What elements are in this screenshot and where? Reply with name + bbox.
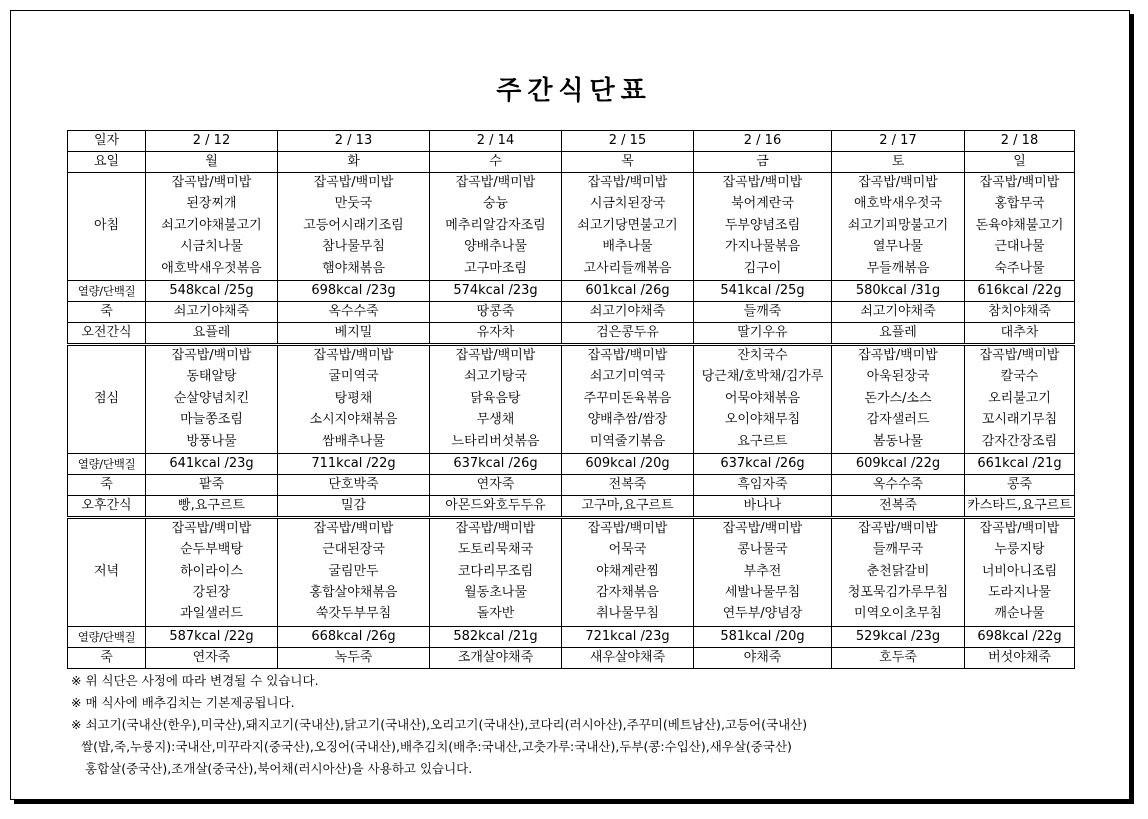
pm-snack-cell: 밀감 [278, 495, 430, 517]
dish: 메추리알감자조림 [445, 217, 546, 233]
dish: 잡곡밥/백미밥 [455, 520, 536, 536]
dish: 두부양념조림 [724, 217, 801, 233]
dish: 잡곡밥/백미밥 [313, 347, 394, 363]
dish: 열무나물 [872, 239, 924, 255]
row-label: 요일 [68, 152, 146, 173]
row-label: 죽 [68, 474, 146, 495]
pm-snack-row [68, 495, 1075, 517]
lunch-porridge-cell: 흑임자죽 [694, 474, 832, 495]
dinner-nutrition-row [68, 626, 1075, 647]
date-cell: 2 / 13 [278, 131, 430, 152]
lunch-nutrition-cell: 609kcal /20g [562, 453, 694, 474]
dish: 순살양념치킨 [173, 390, 250, 406]
dinner-porridge-cell: 연자죽 [146, 647, 278, 668]
dish: 잡곡밥/백미밥 [979, 347, 1060, 363]
dish: 주꾸미돈육볶음 [583, 390, 672, 406]
dish: 깨순나물 [994, 606, 1045, 622]
weekday-cell: 목 [562, 152, 694, 173]
breakfast-nutrition-cell: 616kcal /22g [965, 280, 1075, 301]
dish: 잡곡밥/백미밥 [858, 175, 938, 190]
date-cell: 2 / 15 [562, 131, 694, 152]
dish: 고구마조림 [464, 260, 527, 276]
breakfast-porridge-row [68, 301, 1075, 322]
breakfast-porridge-cell: 땅콩죽 [430, 301, 562, 322]
row-label: 죽 [68, 301, 146, 322]
meal-cell [562, 173, 694, 281]
meal-cell [694, 344, 832, 453]
dish: 참나물무침 [322, 239, 385, 255]
dinner-nutrition-cell: 587kcal /22g [146, 626, 278, 647]
breakfast-nutrition-cell: 541kcal /25g [694, 280, 832, 301]
lunch-nutrition-cell: 711kcal /22g [278, 453, 430, 474]
dish: 숙주나물 [994, 260, 1045, 276]
weekday-cell: 일 [965, 152, 1075, 173]
breakfast-porridge-cell: 쇠고기야채죽 [562, 301, 694, 322]
dish: 홍합무국 [994, 196, 1045, 212]
note-line: 홍합살(중국산),조개살(중국산),북어채(러시아산)을 사용하고 있습니다. [85, 761, 473, 776]
dish: 월동초나물 [464, 585, 527, 601]
meal-cell [694, 517, 832, 626]
meal-cell [146, 344, 278, 453]
row-label: 일자 [68, 131, 146, 152]
am-snack-row [68, 322, 1075, 344]
dish: 닭육음탕 [470, 390, 521, 406]
dish: 양배추나물 [464, 239, 527, 255]
dish: 청포묵김가루무침 [847, 585, 949, 601]
dish: 돌자반 [476, 606, 515, 622]
dish: 감자샐러드 [866, 412, 930, 428]
breakfast-nutrition-cell: 580kcal /31g [832, 280, 965, 301]
meal-cell [562, 344, 694, 453]
am-snack-cell: 베지밀 [278, 322, 430, 344]
breakfast-row [68, 173, 1075, 281]
meal-cell [278, 173, 430, 281]
pm-snack-cell: 바나나 [694, 495, 832, 517]
date-row [68, 131, 1075, 152]
dish: 시금치된장국 [589, 196, 666, 212]
date-cell: 2 / 12 [146, 131, 278, 152]
note-line: ※ 위 식단은 사정에 따라 변경될 수 있습니다. [71, 673, 319, 688]
dish: 양배추쌈/쌈장 [587, 412, 668, 428]
am-snack-cell: 딸기우유 [694, 322, 832, 344]
lunch-porridge-row [68, 474, 1075, 495]
date-cell: 2 / 16 [694, 131, 832, 152]
dish: 오리불고기 [988, 390, 1051, 406]
lunch-nutrition-row [68, 453, 1075, 474]
dish: 잡곡밥/백미밥 [313, 520, 394, 536]
dish: 가지나물볶음 [724, 239, 801, 255]
lunch-nutrition-cell: 609kcal /22g [832, 453, 965, 474]
dish: 애호박새우젓볶음 [161, 260, 262, 276]
dish: 잡곡밥/백미밥 [979, 520, 1060, 536]
dish: 잔치국수 [737, 347, 788, 363]
dish: 미역줄기볶음 [589, 433, 666, 449]
meal-label: 아침 [68, 173, 146, 281]
note-line: ※ 매 식사에 배추김치는 기본제공됩니다. [71, 695, 295, 710]
dish: 방풍나물 [186, 433, 237, 449]
dish: 돈가스/소스 [864, 390, 932, 406]
date-cell: 2 / 14 [430, 131, 562, 152]
lunch-porridge-cell: 콩죽 [965, 474, 1075, 495]
breakfast-porridge-cell: 들깨죽 [694, 301, 832, 322]
dinner-row [68, 517, 1075, 626]
dish: 잡곡밥/백미밥 [171, 347, 252, 363]
dinner-porridge-cell: 야채죽 [694, 647, 832, 668]
row-label: 열량/단백질 [68, 626, 146, 647]
dish: 잡곡밥/백미밥 [979, 175, 1060, 190]
dinner-porridge-cell: 조개살야채죽 [430, 647, 562, 668]
lunch-porridge-cell: 연자죽 [430, 474, 562, 495]
row-label: 열량/단백질 [68, 453, 146, 474]
dinner-nutrition-cell: 721kcal /23g [562, 626, 694, 647]
weekday-cell: 수 [430, 152, 562, 173]
dinner-porridge-row [68, 647, 1075, 668]
dish: 당근채/호박채/김가루 [701, 369, 824, 385]
meal-label: 저녁 [68, 517, 146, 626]
dish: 도토리묵채국 [457, 542, 534, 558]
weekday-row [68, 152, 1075, 173]
dish: 춘천닭갈비 [866, 563, 930, 579]
dish: 잡곡밥/백미밥 [587, 347, 668, 363]
date-cell: 2 / 17 [832, 131, 965, 152]
meal-cell [430, 173, 562, 281]
dish: 잡곡밥/백미밥 [858, 520, 938, 536]
dish: 아욱된장국 [866, 369, 930, 385]
pm-snack-cell: 카스타드,요구르트 [965, 495, 1075, 517]
dish: 어묵야채볶음 [724, 390, 801, 406]
lunch-porridge-cell: 팥죽 [146, 474, 278, 495]
am-snack-cell: 검은콩두유 [562, 322, 694, 344]
pm-snack-cell: 빵,요구르트 [146, 495, 278, 517]
dish: 동태알탕 [186, 369, 237, 385]
dish: 느타리버섯볶음 [451, 433, 540, 449]
breakfast-nutrition-cell: 574kcal /23g [430, 280, 562, 301]
dish: 순두부백탕 [180, 542, 243, 558]
dish: 만둣국 [334, 196, 373, 212]
dish: 오이야채무침 [724, 412, 801, 428]
dish: 숭늉 [482, 196, 509, 212]
dish: 잡곡밥/백미밥 [313, 175, 394, 190]
breakfast-nutrition-row [68, 280, 1075, 301]
dinner-nutrition-cell: 581kcal /20g [694, 626, 832, 647]
dinner-porridge-cell: 새우살야채죽 [562, 647, 694, 668]
dish: 배추나물 [602, 239, 653, 255]
dish: 탕평채 [334, 390, 373, 406]
dish: 쌈배추나물 [322, 433, 385, 449]
dinner-porridge-cell: 호두죽 [832, 647, 965, 668]
dish: 연두부/양념장 [722, 606, 803, 622]
dish: 강된장 [192, 585, 231, 601]
dish: 잡곡밥/백미밥 [455, 175, 536, 190]
dish: 홍합살야채볶음 [309, 585, 398, 601]
dish: 근대나물 [994, 239, 1045, 255]
meal-cell [965, 344, 1075, 453]
dish: 무들깨볶음 [866, 260, 930, 276]
dish: 야채계란찜 [596, 563, 659, 579]
dish: 북어계란국 [731, 196, 794, 212]
dish: 마늘쫑조림 [180, 412, 243, 428]
dish: 도라지나물 [988, 585, 1051, 601]
breakfast-porridge-cell: 옥수수죽 [278, 301, 430, 322]
meal-cell [146, 517, 278, 626]
dish: 근대된장국 [322, 542, 385, 558]
meal-cell [965, 173, 1075, 281]
breakfast-nutrition-cell: 698kcal /23g [278, 280, 430, 301]
row-label: 열량/단백질 [68, 280, 146, 301]
dish: 과일샐러드 [180, 606, 243, 622]
meal-cell [278, 344, 430, 453]
dish: 코다리무조림 [457, 563, 534, 579]
dish: 잡곡밥/백미밥 [587, 520, 668, 536]
dinner-nutrition-cell: 582kcal /21g [430, 626, 562, 647]
row-label: 오전간식 [68, 322, 146, 344]
dish: 김구이 [743, 260, 782, 276]
row-label: 오후간식 [68, 495, 146, 517]
am-snack-cell: 대추차 [965, 322, 1075, 344]
dish: 고사리들깨볶음 [583, 260, 672, 276]
pm-snack-cell: 아몬드와호두두유 [430, 495, 562, 517]
dinner-porridge-cell: 버섯야채죽 [965, 647, 1075, 668]
dish: 누룽지탕 [994, 542, 1045, 558]
lunch-nutrition-cell: 637kcal /26g [694, 453, 832, 474]
dish: 어묵국 [608, 542, 647, 558]
dish: 취나물무침 [596, 606, 659, 622]
dish: 잡곡밥/백미밥 [171, 520, 252, 536]
notes [71, 670, 807, 780]
meal-cell [562, 517, 694, 626]
meal-cell [832, 344, 965, 453]
dish: 콩나물국 [737, 542, 788, 558]
dish: 잡곡밥/백미밥 [858, 347, 938, 363]
meal-cell [278, 517, 430, 626]
dish: 너비아니조림 [981, 563, 1058, 579]
dish: 잡곡밥/백미밥 [587, 175, 668, 190]
lunch-row [68, 344, 1075, 453]
meal-cell [965, 517, 1075, 626]
pm-snack-cell: 고구마,요구르트 [562, 495, 694, 517]
row-label: 죽 [68, 647, 146, 668]
dish: 감자채볶음 [596, 585, 659, 601]
meal-cell [430, 344, 562, 453]
dish: 굴림만두 [328, 563, 379, 579]
dish: 된장찌개 [186, 196, 237, 212]
breakfast-nutrition-cell: 548kcal /25g [146, 280, 278, 301]
dinner-nutrition-cell: 698kcal /22g [965, 626, 1075, 647]
breakfast-porridge-cell: 쇠고기야채죽 [832, 301, 965, 322]
dish: 굴미역국 [328, 369, 379, 385]
dish: 칼국수 [1000, 369, 1039, 385]
dish: 들깨무국 [872, 542, 924, 558]
meal-label: 점심 [68, 344, 146, 453]
dish: 잡곡밥/백미밥 [171, 175, 252, 190]
dish: 애호박새우젓국 [854, 196, 942, 212]
weekday-cell: 화 [278, 152, 430, 173]
lunch-porridge-cell: 전복죽 [562, 474, 694, 495]
dish: 쇠고기탕국 [464, 369, 527, 385]
lunch-porridge-cell: 단호박죽 [278, 474, 430, 495]
dish: 고등어시래기조림 [303, 217, 404, 233]
dish: 잡곡밥/백미밥 [722, 175, 803, 190]
dish: 잡곡밥/백미밥 [455, 347, 536, 363]
lunch-porridge-cell: 옥수수죽 [832, 474, 965, 495]
dinner-porridge-cell: 녹두죽 [278, 647, 430, 668]
dinner-nutrition-cell: 529kcal /23g [832, 626, 965, 647]
weekday-cell: 월 [146, 152, 278, 173]
meal-cell [694, 173, 832, 281]
meal-cell [146, 173, 278, 281]
dish: 부추전 [743, 563, 782, 579]
note-line: ※ 쇠고기(국내산(한우),미국산),돼지고기(국내산),닭고기(국내산),오리고기(국내산),코다리(러시아산),주꾸미(베트남산),고등어(국내산) [71, 717, 808, 732]
dish: 쑥갓두부무침 [315, 606, 392, 622]
pm-snack-cell: 전복죽 [832, 495, 965, 517]
weekday-cell: 금 [694, 152, 832, 173]
weekday-cell: 토 [832, 152, 965, 173]
date-cell: 2 / 18 [965, 131, 1075, 152]
breakfast-porridge-cell: 쇠고기야채죽 [146, 301, 278, 322]
dish: 무생채 [476, 412, 515, 428]
dish: 햄야채볶음 [322, 260, 385, 276]
meal-cell [832, 173, 965, 281]
dish: 감자간장조림 [981, 433, 1058, 449]
lunch-nutrition-cell: 637kcal /26g [430, 453, 562, 474]
dish: 돈육야채불고기 [975, 217, 1064, 233]
dish: 꼬시래기무침 [981, 412, 1058, 428]
dish: 잡곡밥/백미밥 [722, 520, 803, 536]
dinner-nutrition-cell: 668kcal /26g [278, 626, 430, 647]
dish: 쇠고기당면불고기 [577, 217, 678, 233]
dish: 소시지야채볶음 [309, 412, 398, 428]
dish: 세발나물무침 [724, 585, 801, 601]
lunch-nutrition-cell: 641kcal /23g [146, 453, 278, 474]
breakfast-nutrition-cell: 601kcal /26g [562, 280, 694, 301]
am-snack-cell: 유자차 [430, 322, 562, 344]
dish: 쇠고기야채불고기 [161, 217, 262, 233]
note-line: 쌀(밥,죽,누룽지):국내산,미꾸라지(중국산),오징어(국내산),배추김치(배추:국내산,고춧가루:국내산),두부(콩:수입산),새우살(중국산) [81, 739, 792, 754]
dish: 요구르트 [737, 433, 788, 449]
am-snack-cell: 요플레 [146, 322, 278, 344]
dish: 시금치나물 [180, 239, 243, 255]
lunch-nutrition-cell: 661kcal /21g [965, 453, 1075, 474]
dish: 미역오이초무침 [854, 606, 942, 622]
dish: 봄동나물 [872, 433, 924, 449]
dish: 쇠고기피망불고기 [847, 217, 949, 233]
breakfast-porridge-cell: 참치야채죽 [965, 301, 1075, 322]
page-title: 주간식단표 [496, 76, 652, 106]
dish: 하이라이스 [180, 563, 243, 579]
meal-cell [832, 517, 965, 626]
weekly-menu-table [67, 130, 1075, 669]
am-snack-cell: 요플레 [832, 322, 965, 344]
dish: 쇠고기미역국 [589, 369, 666, 385]
meal-cell [430, 517, 562, 626]
